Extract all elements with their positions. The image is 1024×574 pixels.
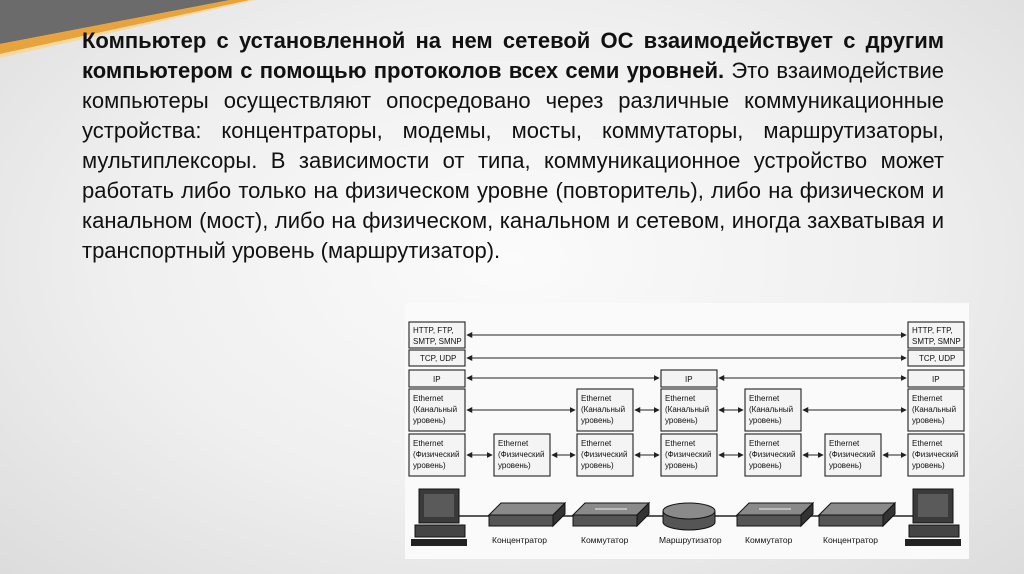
device-label: Концентратор [823, 535, 878, 545]
device-label: Коммутатор [745, 535, 793, 545]
layer-label: IP [685, 375, 693, 384]
layer-label: (Физический [749, 450, 796, 459]
layer-label: уровень) [413, 416, 446, 425]
layer-label: Ethernet [581, 439, 612, 448]
layer-label: (Физический [498, 450, 545, 459]
layer-label: TCP, UDP [420, 354, 457, 363]
layer-label: уровень) [413, 461, 446, 470]
router-device-icon [663, 503, 715, 530]
layer-label: Ethernet [912, 439, 943, 448]
switch-device-icon [737, 503, 813, 526]
left-computer-icon [411, 489, 467, 546]
layer-label: уровень) [912, 416, 945, 425]
hub-device-icon [819, 503, 895, 526]
layer-label: (Физический [665, 450, 712, 459]
right-host-stack [908, 322, 964, 476]
layer-label: Ethernet [498, 439, 529, 448]
layer-label: Ethernet [581, 394, 612, 403]
device-label: Маршрутизатор [659, 535, 722, 545]
layer-label: уровень) [749, 461, 782, 470]
device-label: Коммутатор [581, 535, 629, 545]
bold-lead-text: Компьютер с установленной на нем сетевой ОС взаимодействует с другим компьютером с помощью протоколов всех семи уровней. [82, 28, 944, 83]
layer-label: Ethernet [665, 394, 696, 403]
layer-label: уровень) [829, 461, 862, 470]
router-stack [661, 370, 717, 476]
layer-label: (Физический [581, 450, 628, 459]
layer-label: уровень) [912, 461, 945, 470]
layer-label: Ethernet [749, 394, 780, 403]
layer-label: (Канальный [749, 405, 794, 414]
layer-label: Ethernet [413, 394, 444, 403]
switch-stack-2 [745, 389, 801, 476]
layer-label: TCP, UDP [919, 354, 956, 363]
hub-device-icon [489, 503, 565, 526]
hub-stack-1 [494, 434, 550, 476]
hub-stack-2 [825, 434, 881, 476]
switch-device-icon [573, 503, 649, 526]
device-label: Концентратор [492, 535, 547, 545]
layer-label: Ethernet [413, 439, 444, 448]
layer-label: IP [932, 375, 940, 384]
layer-label: уровень) [581, 461, 614, 470]
slide-body-text [82, 26, 944, 266]
layer-label: IP [433, 375, 441, 384]
layer-label: Ethernet [665, 439, 696, 448]
layer-label: (Физический [912, 450, 959, 459]
left-host-stack [409, 322, 465, 476]
layer-label: HTTP, FTP, [912, 326, 953, 335]
layer-label: уровень) [749, 416, 782, 425]
layer-label: уровень) [498, 461, 531, 470]
layer-label: (Канальный [665, 405, 710, 414]
layer-label: (Канальный [413, 405, 458, 414]
layer-label: SMTP, SMNP [413, 337, 462, 346]
network-layers-diagram [405, 303, 969, 559]
layer-label: (Канальный [581, 405, 626, 414]
layer-label: SMTP, SMNP [912, 337, 961, 346]
layer-label: уровень) [665, 416, 698, 425]
right-computer-icon [905, 489, 961, 546]
layer-label: HTTP, FTP, [413, 326, 454, 335]
layer-label: уровень) [581, 416, 614, 425]
layer-label: (Физический [829, 450, 876, 459]
layer-label: (Физический [413, 450, 460, 459]
switch-stack-1 [577, 389, 633, 476]
layer-label: Ethernet [749, 439, 780, 448]
body-text: Это взаимодействие компьютеры осуществляют опосредовано через различные коммуникационные устройства: концентраторы, модемы, мосты, коммутаторы, маршрутизаторы, мультиплексоры. В зависимости от типа, коммуникационное устройство может работать либо только на физическом уровне (повторитель), либо на физическом и канальном (мост), либо на физическом, канальном и сетевом, иногда захватывая и транспортный уровень (маршрутизатор). [82, 58, 945, 263]
layer-label: уровень) [665, 461, 698, 470]
layer-label: (Канальный [912, 405, 957, 414]
layer-label: Ethernet [912, 394, 943, 403]
layer-label: Ethernet [829, 439, 860, 448]
